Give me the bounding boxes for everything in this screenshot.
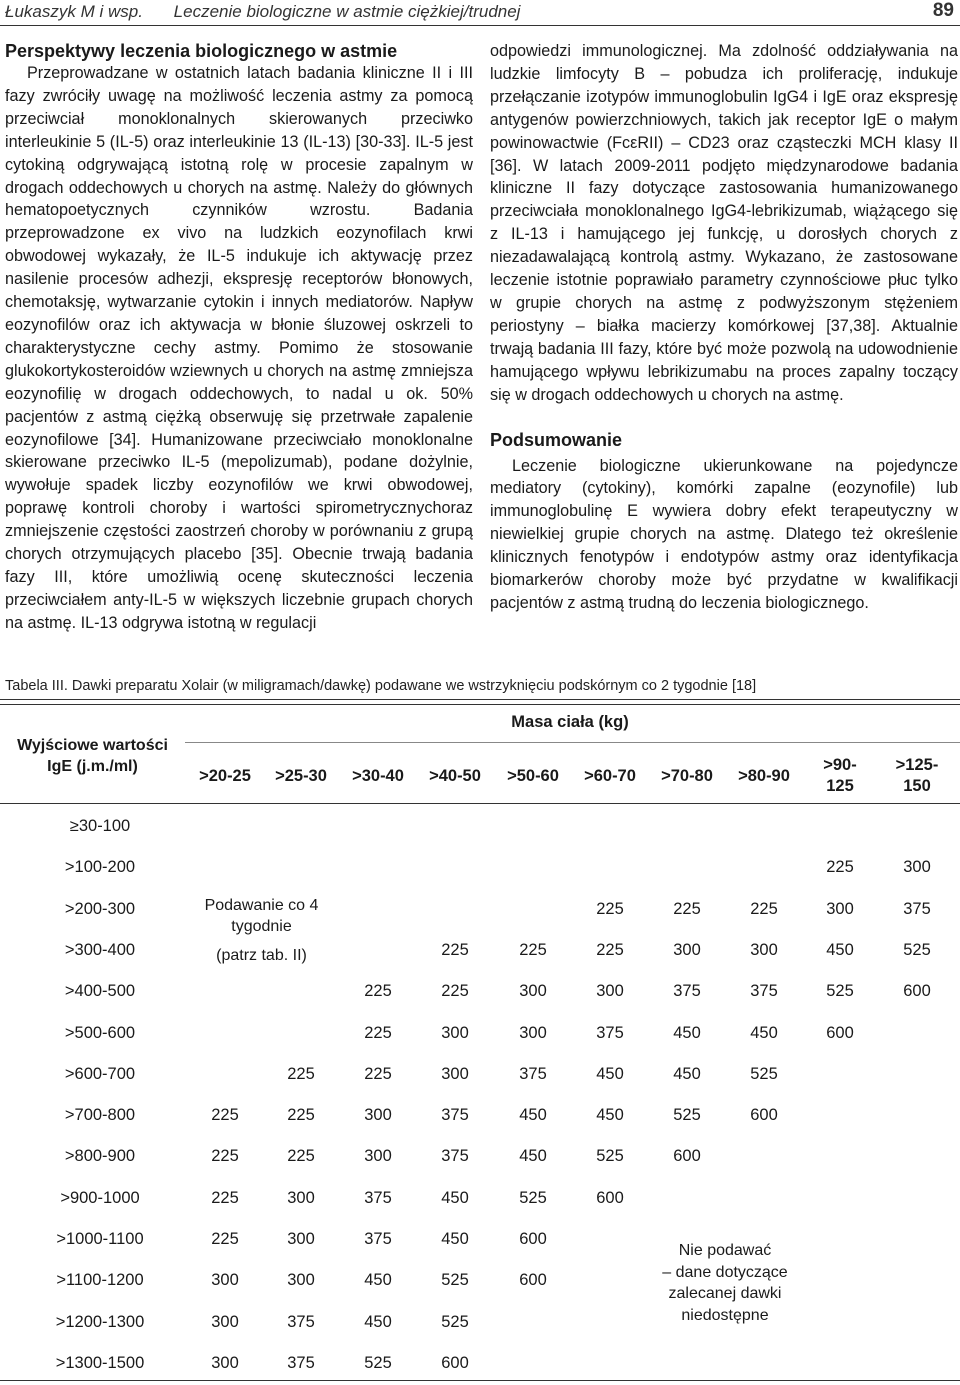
dose-cell: 600 xyxy=(519,1230,547,1248)
dose-cell: 525 xyxy=(826,982,854,1000)
dose-cell: 450 xyxy=(364,1271,392,1289)
section-title-summary: Podsumowanie xyxy=(490,429,623,450)
dose-cell: 300 xyxy=(519,1024,547,1042)
dose-cell: 225 xyxy=(826,858,854,876)
header-rule xyxy=(0,25,960,26)
right-paragraph-continued: odpowiedzi immunologicznej. Ma zdolność oddziaływania na ludzkie limfocyty B – pobudza ich proliferację, indukuje przełączanie izotypów immunoglobulin IgG4 i IgE oraz ekspresję antygenów powierzchniowych, takich jak receptor IgE o małym powinowactwie (FcεRII) – CD23 oraz cząsteczki MCH klasy II [36]. W latach 2009-2011 podjęto międzynarodowe badania kliniczne II fazy dotyczące zastosowania humanizowanego przeciwciała monoklonalnego IgG4-lebrikizumab, wiążącego się z IL-13 i hamującego jej funkcję, u dorosłych chorych z niezadawalającą kontrolą astmy. Wykazano, że zastosowane leczenie istotnie poprawiało parametry czynnościowe płuc tylko w grupie chorych na astmę z podwyższonym stężeniem periostyny – białka macierzy komórkowej [37,38]. Aktualnie trwają badania III fazy, które być może pozwolą na udowodnienie hamującego wpływu lebrikizumabu na proces zapalny toczący się w drogach oddechowych u chorych na astmę. xyxy=(490,42,958,404)
dose-cell: 525 xyxy=(750,1065,778,1083)
dose-cell: 225 xyxy=(211,1106,239,1124)
dose-cell: 300 xyxy=(673,941,701,959)
mass-header: Masa ciała (kg) xyxy=(511,713,629,731)
note-line: (patrz tab. II) xyxy=(216,947,307,964)
note-line: – dane dotyczące xyxy=(662,1263,788,1281)
dose-cell: 300 xyxy=(441,1024,469,1042)
dose-cell: 525 xyxy=(903,941,931,959)
dose-cell: 225 xyxy=(750,900,778,918)
note-line: niedostępne xyxy=(681,1306,769,1324)
dose-cell: 300 xyxy=(287,1189,315,1207)
dose-cell: 300 xyxy=(826,900,854,918)
row-label: >700-800 xyxy=(64,1106,136,1124)
dose-cell: 225 xyxy=(441,941,469,959)
dose-cell: 300 xyxy=(519,982,547,1000)
right-column xyxy=(490,40,958,615)
dose-cell: 450 xyxy=(441,1230,469,1248)
dose-cell: 450 xyxy=(364,1313,392,1331)
dose-cell: 600 xyxy=(596,1189,624,1207)
col-header: >90-125 xyxy=(823,756,857,795)
dose-cell: 450 xyxy=(750,1024,778,1042)
dose-cell: 300 xyxy=(364,1147,392,1165)
dose-cell: 375 xyxy=(596,1024,624,1042)
dose-cell: 225 xyxy=(211,1189,239,1207)
dose-cell: 450 xyxy=(673,1024,701,1042)
mass-header-rule xyxy=(185,742,960,743)
dose-cell: 225 xyxy=(364,1065,392,1083)
dose-cell: 375 xyxy=(903,900,931,918)
row-label: >400-500 xyxy=(64,982,136,1000)
row-label: >1000-1100 xyxy=(56,1230,144,1248)
dose-cell: 225 xyxy=(287,1106,315,1124)
col-header: >70-80 xyxy=(661,767,713,785)
header-left xyxy=(5,2,520,22)
dose-cell: 450 xyxy=(596,1106,624,1124)
header-running-title: Leczenie biologiczne w astmie ciężkiej/trudnej xyxy=(173,2,521,21)
dose-cell: 525 xyxy=(364,1354,392,1372)
no-dose-note xyxy=(650,1240,800,1326)
row-label: >500-600 xyxy=(64,1024,136,1042)
col-header: >60-70 xyxy=(584,767,636,785)
dose-cell: 225 xyxy=(211,1230,239,1248)
row-label: >600-700 xyxy=(64,1065,136,1083)
section-title-perspectives: Perspektywy leczenia biologicznego w astmie xyxy=(5,41,398,61)
dose-cell: 600 xyxy=(750,1106,778,1124)
dose-cell: 450 xyxy=(519,1147,547,1165)
note-line: tygodnie xyxy=(231,918,292,935)
dose-cell: 225 xyxy=(673,900,701,918)
summary-paragraph: Leczenie biologiczne ukierunkowane na pojedyncze mediatory (cytokiny), komórki zapalne (eozynofile) lub immunoglobulinę E wywiera dobry efekt terapeutyczny w niewielkiej grupie chorych na astmę. Dlatego też określenie klinicznych fenotypów i endotypów astmy oraz identyfikacja biomarkerów choroby może być przydatne w kwalifikacji pacjentów z astmą trudną do leczenia biologicznego. xyxy=(490,456,958,612)
dose-cell: 300 xyxy=(287,1271,315,1289)
dose-cell: 450 xyxy=(596,1065,624,1083)
dose-cell: 600 xyxy=(903,982,931,1000)
dose-cell: 225 xyxy=(596,900,624,918)
note-line: Podawanie co 4 xyxy=(204,897,319,914)
table-bottom-rule xyxy=(0,1380,960,1381)
row-label: >1300-1500 xyxy=(55,1354,145,1372)
header-authors: Łukaszyk M i wsp. xyxy=(5,2,143,21)
left-column xyxy=(5,40,473,635)
dose-cell: 525 xyxy=(596,1147,624,1165)
table-caption: Tabela III. Dawki preparatu Xolair (w miligramach/dawkę) podawane we wstrzyknięciu podskórnym co 2 tygodnie [18] xyxy=(5,678,757,694)
dose-cell: 450 xyxy=(441,1189,469,1207)
note-line: Nie podawać xyxy=(678,1242,772,1259)
ige-row-header: Wyjściowe wartości IgE (j.m./ml) xyxy=(17,737,168,775)
dose-cell: 525 xyxy=(673,1106,701,1124)
dose-cell: 225 xyxy=(441,982,469,1000)
dose-cell: 375 xyxy=(287,1313,315,1331)
row-label: >800-900 xyxy=(64,1147,136,1165)
table-top-rule xyxy=(0,704,960,705)
caption-rule xyxy=(0,699,960,700)
dose-cell: 375 xyxy=(519,1065,547,1083)
dose-cell: 300 xyxy=(211,1354,239,1372)
dose-cell: 300 xyxy=(211,1271,239,1289)
dose-cell: 375 xyxy=(441,1147,469,1165)
every-4-weeks-note xyxy=(184,895,339,966)
col-header: >20-25 xyxy=(199,767,251,785)
row-label: >100-200 xyxy=(64,858,136,876)
col-header: >50-60 xyxy=(507,767,559,785)
row-label: >1200-1300 xyxy=(55,1313,145,1331)
row-label: >1100-1200 xyxy=(56,1271,144,1289)
dose-cell: 300 xyxy=(441,1065,469,1083)
dose-cell: 600 xyxy=(519,1271,547,1289)
dose-cell: 450 xyxy=(826,941,854,959)
dose-cell: 300 xyxy=(364,1106,392,1124)
dose-cell: 225 xyxy=(287,1065,315,1083)
dose-cell: 450 xyxy=(673,1065,701,1083)
running-header xyxy=(0,0,960,26)
dose-cell: 600 xyxy=(826,1024,854,1042)
dose-cell: 525 xyxy=(441,1271,469,1289)
col-header: >30-40 xyxy=(352,767,404,785)
left-paragraph: Przeprowadzane w ostatnich latach badania kliniczne II i III fazy zwróciły uwagę na możliwość leczenia astmy za pomocą przeciwciał monoklonalnych skierowanych przeciwko interleukinie 5 (IL-5) oraz interleukinie 13 (IL-13) [30-33]. IL-5 jest cytokiną odgrywającą istotną rolę w procesie zapalnym w drogach oddechowych u chorych na astmę. Należy do głównych hematopoetycznych czynników wzrostu. Badania przeprowadzone ex vivo na ludzkich eozynofilach krwi obwodowej wykazały, że IL-5 indukuje ich aktywację przez nasilenie procesów adhezji, ekspresję receptorów błonowych, chemotaksję, wytwarzanie cytokin i innych mediatorów. Napływ eozynofilów oraz ich aktywacja w błonie śluzowej oskrzeli to charakterystyczne cechy astmy. Pomimo że stosowanie glukokortykosteroidów wziewnych u chorych na astmę zmniejsza eozynofilię w drogach oddechowych, to nadal u ok. 50% pacjentów z astmą ciężką obserwuję się przetrwałe zapalenie eozynofilowe [34]. Humanizowane przeciwciało monoklonalne skierowane przeciwko IL-5 (mepolizumab), podane dożylnie, wywołuje spadek liczby eozynofilów we krwi obwodowej, poprawę kontroli choroby i wartości spirometrycznychoraz zmniejszenie częstości zaostrzeń choroby w porównaniu z grupą chorych otrzymujących placebo [35]. Obecnie trwają badania fazy III, które umożliwią ocenę skuteczności leczenia przeciwciałem anty-IL-5 w większych liczebnie grupach chorych na astmę. IL-13 odgrywa istotną w regulacji xyxy=(5,64,473,632)
dose-cell: 300 xyxy=(750,941,778,959)
dose-cell: 525 xyxy=(441,1313,469,1331)
dose-cell: 375 xyxy=(364,1230,392,1248)
table-header-rule xyxy=(0,803,960,804)
page-number: 89 xyxy=(932,0,954,21)
row-label: >900-1000 xyxy=(60,1189,140,1207)
dose-cell: 375 xyxy=(750,982,778,1000)
row-label: >200-300 xyxy=(64,900,136,918)
dose-cell: 300 xyxy=(596,982,624,1000)
dose-cell: 225 xyxy=(287,1147,315,1165)
dose-cell: 450 xyxy=(519,1106,547,1124)
dose-cell: 225 xyxy=(364,1024,392,1042)
dose-cell: 375 xyxy=(441,1106,469,1124)
dose-cell: 375 xyxy=(364,1189,392,1207)
dose-cell: 225 xyxy=(211,1147,239,1165)
col-header: >80-90 xyxy=(738,767,790,785)
dose-cell: 225 xyxy=(519,941,547,959)
dose-cell: 525 xyxy=(519,1189,547,1207)
dose-cell: 600 xyxy=(673,1147,701,1165)
row-label: ≥30-100 xyxy=(69,817,131,835)
dose-cell: 375 xyxy=(673,982,701,1000)
dose-cell: 300 xyxy=(211,1313,239,1331)
dose-cell: 300 xyxy=(903,858,931,876)
dose-cell: 600 xyxy=(441,1354,469,1372)
col-header: >40-50 xyxy=(429,767,481,785)
col-header: >25-30 xyxy=(275,767,327,785)
dose-cell: 225 xyxy=(596,941,624,959)
col-header: >125-150 xyxy=(895,756,939,795)
dose-cell: 300 xyxy=(287,1230,315,1248)
dose-cell: 375 xyxy=(287,1354,315,1372)
dose-cell: 225 xyxy=(364,982,392,1000)
note-line: zalecanej dawki xyxy=(668,1285,782,1302)
row-label: >300-400 xyxy=(64,941,136,959)
